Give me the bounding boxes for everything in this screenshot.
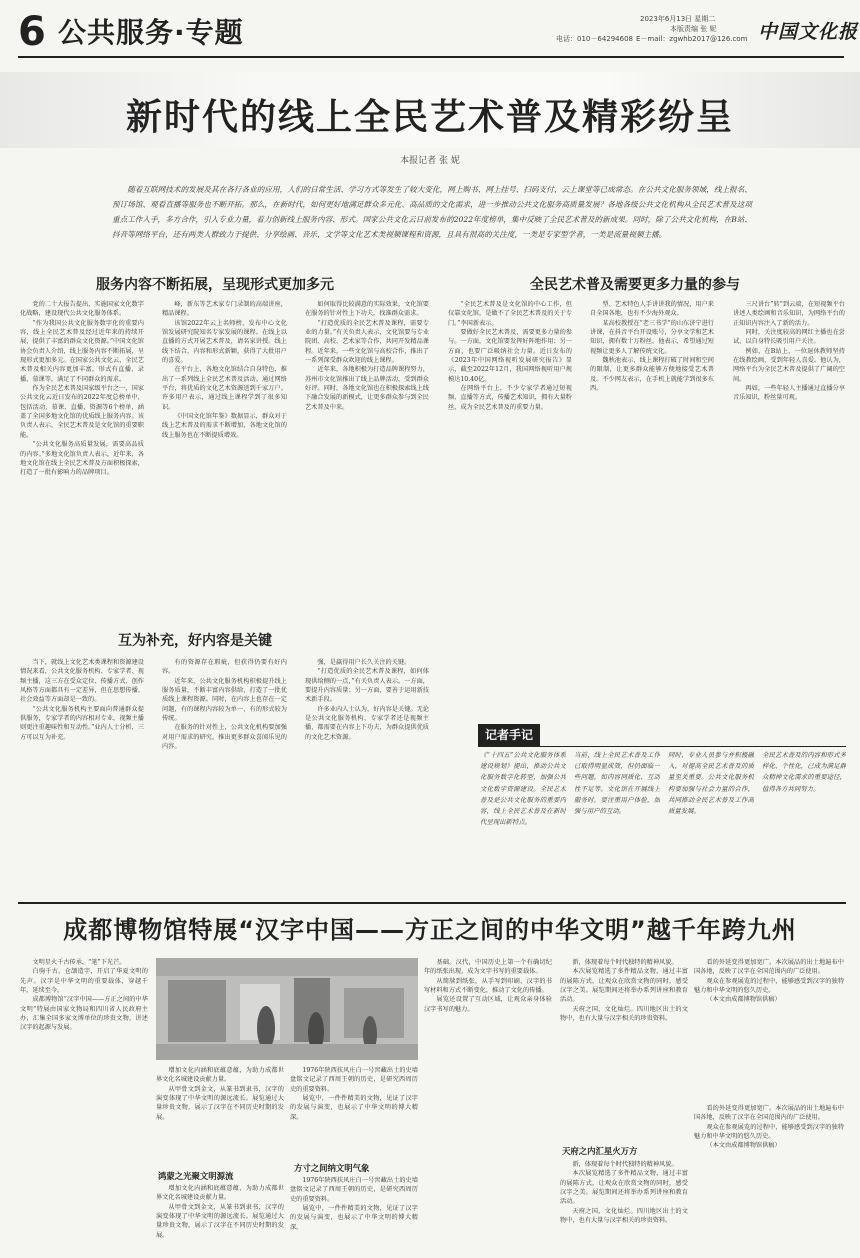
paragraph: “全民艺术普及是文化馆的中心工作，但仅靠文化馆，是做不了全民艺术普及的关于专门。”李国新表示。 (448, 301, 572, 327)
paragraph: 文明星火千古传承，“笔”下光芒。 (32, 959, 126, 966)
text-column-8 (162, 658, 287, 894)
paragraph: （本文由成都博物馆供稿） (706, 996, 781, 1004)
reporter-note-title: 记者手记 (478, 724, 540, 746)
note-column-3: 同时，专业人员参与并积极融入，对提高全民艺术普及的质量至关重要。公共文化服务机构要加强与社会力量的合作，共同推动全民艺术普及工作高质量发展。 (668, 751, 754, 816)
paragraph: 看的外延变得更加宽广。本次展品的出土地遍布中国各地，反映了汉字在全国范围内的广泛使用。 (694, 959, 844, 976)
paragraph: 如何取得比较满意的实际效果，文化馆要在服务的针对性上下功夫，找准群众需求。 (305, 301, 429, 318)
paragraph: 1976年陕西扶风庄白一号窖藏出土的史墙盘铭文记录了西周王朝的历史，是研究西周历史的重要资料。 (290, 1067, 418, 1093)
paragraph: 党的二十大报告提出，实施国家文化数字化战略，建设现代公共文化服务体系。 (20, 301, 144, 318)
paragraph: 许多业内人士认为，好内容是关键。无论是公共文化服务机构、专家学者还是视频主播，都需要在内容上下功夫，为群众提供优质的文化艺术资源。 (305, 705, 429, 741)
paragraph: 1976年陕西扶风庄白一号窖藏出土的史墙盘铭文记录了西周王朝的历史，是研究西周历史的重要资料。 (290, 1177, 418, 1203)
section-divider (18, 902, 846, 904)
paragraph: 例如，在B站上，一位退休教师坚持在线教绘画，受到年轻人喜爱。他认为，网络平台为全民艺术普及提供了广阔的空间。 (733, 347, 845, 383)
a2-column-1 (20, 958, 148, 1248)
paragraph: 成都博物馆“汉字中国——方正之间的中华文明”特展由国家文物局和四川省人民政府主办，汇集全国多家文博单位的珍贵文物，讲述汉字的起源与发展。 (20, 996, 148, 1032)
subhead-2: 全民艺术普及需要更多力量的参与 (530, 277, 740, 293)
text-column-3 (305, 300, 429, 616)
paragraph: （本文由成都博物馆供稿） (706, 1142, 781, 1150)
text-column-9 (305, 658, 429, 894)
section-title: 公共服务·专题 (58, 16, 244, 49)
a2-column-4 (424, 958, 552, 1248)
a2-subhead-2: 方寸之间纳文明气象 (294, 1163, 370, 1173)
contact-email: E－mail：zgwhb2017@126.com (636, 35, 748, 43)
paragraph: 在服务的针对性上，公共文化机构要加强对用户需求的研究，推出更多群众喜闻乐见的内容。 (162, 724, 287, 751)
paragraph: 型、艺术特色人手讲讲我的情况，用户来自全国各地，也有不少海外观众。 (590, 301, 714, 318)
paragraph: 魏秋池表示，线上课程打破了时间和空间的限制，让更多群众能够方便地接受艺术普及。不少网友表示，在手机上就能学到很多东西。 (590, 357, 714, 393)
a2-column-3b (290, 1176, 418, 1248)
a2-column-5 (560, 958, 688, 1138)
paragraph: 增加文化内涵和底蕴意蕴，为助力成都世界文化名城建设贡献力量。 (156, 1067, 284, 1084)
note-column-4: 全民艺术普及的内容和形式多样化、个性化，已成为满足群众精神文化需求的重要途径，值得各方共同努力。 (762, 751, 846, 793)
paragraph: “公共文化服务机构主要面向普通群众提供服务，专家学者的内容相对专业，视频主播则更注重趣味性和互动性。”业内人士分析，三方可以互为补充。 (20, 705, 144, 741)
a2-column-2b (156, 1184, 284, 1248)
a2-subhead-1: 鸿蒙之光聚文明源流 (158, 1171, 234, 1181)
paragraph: 有的资源存在瑕疵，但获得仍要有好内容。 (162, 659, 287, 676)
article2-title: 成都博物馆特展“汉字中国——方正之间的中华文明”越千年跨九州 (63, 916, 797, 944)
paragraph: 三尺讲台”转“到云端，在短视频平台讲述人类绘画和音乐知识，为网络平台的正知识内容注入了新的活力。 (733, 301, 845, 327)
paragraph: 《中国文化馆年鉴》数据显示，群众对于线上艺术普及的需求不断增加，各地文化馆的线上服务也在不断提质增效。 (162, 413, 287, 439)
paragraph: 再如，一些年轻人主播通过直播分享音乐知识，粉丝量可观。 (733, 385, 845, 402)
text-column-1 (20, 300, 144, 616)
a2-column-5b (560, 1160, 688, 1248)
page-editor: 本版责编 张 妮 (670, 25, 717, 33)
note-rule (478, 746, 846, 747)
issue-date: 2023年6月13日 星期二 (640, 15, 716, 23)
paragraph: 同时，关注度较高的网红主播也在尝试，以自身特长吸引用户关注。 (733, 329, 845, 346)
a2-subhead-3: 天府之内汇星火万方 (562, 1146, 638, 1156)
paragraph: 强，是赢得用户长久关注的关键。 (317, 659, 411, 666)
paragraph: 要做好全民艺术普及，需要更多力量的参与。一方面，文化馆要发挥好阵地作用；另一方面，也要广泛吸纳社会力量。近日发布的《2023年中国网络视听发展研究报告》显示，截至2022年12月，我国网络视听用户规模达10.40亿。 (448, 329, 572, 383)
text-column-4 (448, 300, 572, 710)
text-column-2 (162, 300, 287, 616)
a2-column-6b (694, 1104, 844, 1248)
paragraph: 增加文化内涵和底蕴意蕴，为助力成都世界文化名城建设贡献力量。 (156, 1185, 284, 1202)
paragraph: 峰，新东等艺术家专门录制的高端讲座，精品课程。 (162, 301, 287, 318)
note-column-2: 当前，线上全民艺术普及工作已取得明显成效，但仍面临一些问题，如内容同质化、互动性不足等。文化馆在开展线上服务时，要注重用户体验，加强与用户的互动。 (574, 751, 660, 816)
paragraph: 近年来，各地积极为打造品牌课程努力，苏州市文化馆推出了线上品牌活动，受到群众好评。同时，各地文化馆也在积极探索线上线下融合发展的新模式，让更多群众参与到全民艺术普及中来。 (305, 366, 429, 411)
paragraph: 展览中，一件件精美的文物，见证了汉字的发展与演变，也展示了中华文明的博大精深。 (290, 1205, 418, 1231)
article-title: 新时代的线上全民艺术普及精彩纷呈 (125, 96, 734, 138)
a2-column-6 (694, 958, 844, 1098)
text-column-6 (733, 300, 845, 710)
text-column-7 (20, 658, 144, 894)
paragraph: 展览中，一件件精美的文物，见证了汉字的发展与演变，也展示了中华文明的博大精深。 (290, 1095, 418, 1121)
paragraph: 从甲骨文到金文，从篆书到隶书，汉字的演变体现了中华文明的源远流长。展览通过大量珍贵文物，展示了汉字在不同历史时期的发展。 (156, 1203, 284, 1239)
paragraph: “打造优质的全民艺术普及课程，需要专业的力量。”有关负责人表示，文化馆要与专业院团、高校、艺术家等合作，共同开发精品课程。近年来，一些文化馆与高校合作，推出了一系列深受群众欢迎的线上课程。 (305, 319, 429, 365)
paragraph: 作为全民艺术普及国家级平台之一，国家公共文化云近日发布的2022年度总榜单中，包括活动、慕课、直播、资源等6个榜单，涵盖了全国多地文化馆的优质线上服务内容。该负责人表示，全民艺术普及是文化馆的重要职能。 (20, 385, 144, 439)
exhibition-photo (156, 958, 418, 1060)
contact-phone: 电话：010－64294608 (556, 35, 633, 43)
paragraph: “公共文化服务高质量发展，需要高品质的内容。”多地文化馆负责人表示，近年来，各地文化馆在线上全民艺术普及方面积极探索，打造了一批有影响力的品牌项目。 (20, 441, 144, 477)
paragraph: 看的外延变得更加宽广。本次展品的出土地遍布中国各地，反映了汉字在全国范围内的广泛使用。 (694, 1105, 844, 1122)
paragraph: 当下，就线上文化艺术类课程和资源建设情况来看，公共文化服务机构、专家学者、视频主播，这三方在受众定位、传播方式、创作风格等方面都具有一定差异，但在思想传播、社会效益等方面却是一致的。 (20, 659, 144, 704)
note-column-1: 《“十四五”公共文化服务体系建设规划》提出，推动公共文化服务数字化转型，加强公共文化数字资源建设。全民艺术普及是公共文化服务的重要内容，线上全民艺术普及在新时代呈现出新特点。 (480, 751, 566, 827)
paragraph: 观众在参观展览的过程中，能够感受到汉字的独特魅力和中华文明的悠久历史。 (694, 977, 844, 995)
paragraph: 某高校教授在“老三书学”的山东济宁进行讲课，在抖音平台开设账号，分享文学和艺术知识，拥有数十万粉丝。他表示，希望通过短视频让更多人了解传统文化。 (590, 319, 714, 355)
paragraph: 白驹千古，仓颉造字，开启了华夏文明的先声。汉字是中华文明的重要载体，穿越千年，延续至今。 (20, 968, 148, 995)
paragraph: 从简牍到纸张，从手写到印刷，汉字的书写材料和方式不断变化，推动了文化的传播。 (424, 977, 552, 995)
paragraph: 本次展览精选了多件精品文物，通过丰富的展陈方式，让观众在欣赏文物的同时，感受汉字之美。展览期间还将举办系列讲座和教育活动。 (560, 968, 688, 1004)
paragraph: 本次展览精选了多件精品文物，通过丰富的展陈方式，让观众在欣赏文物的同时，感受汉字之美。展览期间还将举办系列讲座和教育活动。 (560, 1170, 688, 1206)
page-number: 6 (18, 9, 46, 55)
paragraph: 新，体现着每个时代独特的精神风貌。 (572, 959, 678, 966)
paragraph: 天府之国，文化灿烂。四川地区出土的文物中，也有大量与汉字相关的珍贵资料。 (560, 1207, 688, 1225)
paragraph: 天府之国，文化灿烂。四川地区出土的文物中，也有大量与汉字相关的珍贵资料。 (560, 1005, 688, 1023)
paragraph: 在网络平台上，不少专家学者通过短视频、直播等方式，传播艺术知识，拥有大量粉丝，成为全民艺术普及的重要力量。 (448, 385, 572, 411)
paragraph: 该馆2022年云上名师榜，发布中心文化馆发展研究院知名专家发展的课程。在线上以直播的方式开展艺术普及，请名家讲授。线上线下结合，内容和形式新颖，获得了大批用户的喜爱。 (162, 319, 287, 365)
paragraph: 基础。汉代，中国历史上第一个有确切纪年的纸张出现，成为文字书写的重要载体。 (424, 959, 552, 976)
paragraph: 新，体现着每个时代独特的精神风貌。 (572, 1161, 678, 1168)
exhibition-photo-graphic (156, 958, 418, 1060)
paragraph: 从甲骨文到金文，从篆书到隶书，汉字的演变体现了中华文明的源远流长。展览通过大量珍贵文物，展示了汉字在不同历史时期的发展。 (156, 1085, 284, 1121)
paragraph: 近年来，公共文化服务机构积极提升线上服务质量，不断丰富内容供给，打造了一批优质线上课程资源。同时，在内容上也存在一定问题，有的课程内容较为单一，有的形式较为传统。 (162, 677, 287, 723)
article-byline: 本报记者 张 妮 (400, 156, 460, 166)
paragraph: 展览还设置了互动区域，让观众亲身体验汉字书写的魅力。 (424, 996, 552, 1013)
a2-column-3 (290, 1066, 418, 1166)
text-column-5 (590, 300, 714, 710)
subhead-1: 服务内容不断拓展，呈现形式更加多元 (96, 277, 334, 293)
subhead-3: 互为补充，好内容是关键 (118, 633, 272, 649)
header-rule (18, 56, 844, 58)
article-intro: 随着互联网技术的发展及其在各行各业的应用，人们的日常生活、学习方式等发生了较大变化，网上购书、网上挂号、扫码支付、云上课堂等已成常态。在公共文化服务领域，线上报名、预订场馆、观看直播等服务也不断开拓。那么，在新时代，如何更好地满足群众多元化、高品质的文化需求，进一步推动公共文化服务高质量发展？各地各级公共文化机构从全民艺术普及这项重点工作入手，多方合作，引入专业力量，着力创新线上服务内容、形式。国家公共文化云日前发布的2022年度榜单，集中反映了全民艺术普及的新成果。同时，除了公共文化机构，在B站、抖音等网络平台，还有两类人群致力于提供、分享绘画、音乐、文学等文化艺术类视频课程和资源，且具有很高的关注度，一类是专家型学者，一类是流量视频主播。 (112, 185, 752, 239)
newspaper-logo: 中国文化报 (758, 21, 859, 43)
paragraph: 在平台上，各地文化馆结合自身特色，推出了一系列线上全民艺术普及活动。通过网络平台，将优质的文化艺术资源送到千家万户。许多用户表示，通过线上课程学到了很多知识。 (162, 366, 287, 411)
a2-column-2 (156, 1066, 284, 1166)
paragraph: “作为我国公共文化服务数字化的重要内容，线上全民艺术普及经过近年来的持续开展，提供了丰富的群众文化资源。”中国文化馆协会负责人介绍，线上服务内容不断拓展，呈现形式更加多元。在国家公共文化云，全民艺术普及相关内容更加丰富，形式有直播、录播、慕课等，满足了不同群众的需求。 (20, 319, 144, 383)
paragraph: 观众在参观展览的过程中，能够感受到汉字的独特魅力和中华文明的悠久历史。 (694, 1123, 844, 1141)
paragraph: “打造优质的全民艺术普及课程，如何体现供给侧的一点，”有关负责人表示。一方面，要提升内容质量；另一方面，要善于运用新技术新手段。 (305, 668, 429, 704)
